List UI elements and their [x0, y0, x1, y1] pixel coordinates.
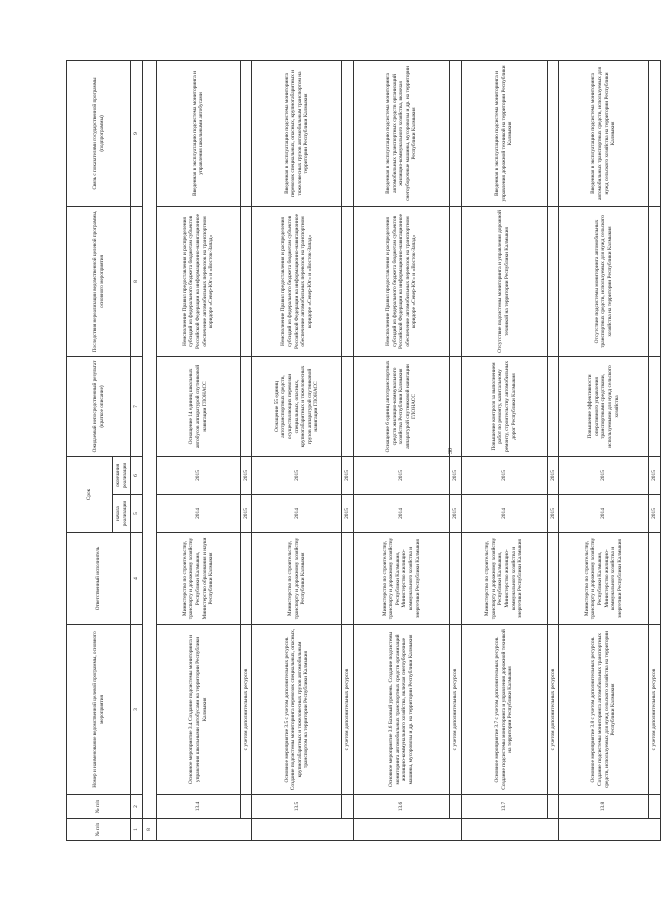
row-indicator-link: Введенная в эксплуатацию подсистема мониторинга автомобильных транспортных средств организаций жилищно-коммунального хозяйства, включая снегоуборочные машины, мусоровозы и др. на территории Республики Калмыкия [353, 60, 449, 206]
row-end-year: 2015 [252, 456, 342, 494]
row-expected-result: Оснащение 14 единиц школьных автобусов аппаратурой спутниковой навигации ГЛОНАСС [156, 356, 240, 456]
subrow-label: с учетом дополнительных ресурсов [342, 625, 354, 795]
header-col8: Последствия нереализации ведомственной целевой программы, основного мероприятия [67, 206, 131, 356]
row-consequence: Отсутствие подсистемы мониторинга автомобильных транспортных средств, используемых для нужд сельского хозяйства на территории Республики Калмыкия [559, 206, 649, 356]
table-subrow [342, 60, 354, 840]
header-term: Срок [67, 456, 113, 532]
colnum-4: 4 [131, 533, 143, 625]
table-subrow [649, 60, 661, 840]
subrow-start-year: 2015 [449, 495, 461, 533]
colnum-9: 9 [131, 60, 143, 206]
row-indicator-link: Введенная в эксплуатацию подсистема мониторинга автомобильных транспортных средств, используемых для нужд сельского хозяйства на территории Республики Калмыкия [559, 60, 649, 206]
row-consequence: Неисполнение Правил предоставления и распределения субсидий из федерального бюджета бюджетам субъектов Российской Федерации на информационно-навигационное обеспечение автомобильных перевозок на транспортном коридоре «Север-Юг» и «Восток-Запад» [353, 206, 449, 356]
row-number: 13.7 [461, 795, 547, 819]
row-executor: Министерство по строительству, транспорту и дорожному хозяйству Республики Калмыкия, Министерство образования и науки Республики Калмыкия [156, 533, 240, 625]
row-expected-result: Повышение контроля за выполнением работ по ремонту, капитальному ремонту, строительству автомобильных дорог Республики Калмыкия [461, 356, 547, 456]
row-executor: Министерство по строительству, транспорту и дорожному хозяйству Республики Калмыкия, Министерство жилищно-коммунального хозяйства и энергетики Республики Калмыкия [559, 533, 649, 625]
row-blank [252, 819, 354, 841]
program-measures-table [66, 60, 661, 841]
row-blank [156, 819, 252, 841]
table-row [461, 60, 547, 840]
row-number: 13.6 [353, 795, 449, 819]
row-executor: Министерство по строительству, транспорту и дорожному хозяйству Республики Калмыкия, Министерство жилищно-коммунального хозяйства и энергетики Республики Калмыкия [353, 533, 449, 625]
table-subrow [240, 60, 252, 840]
row-expected-result: Оснащение 6 единиц автотранспортных средств жилищно-коммунального хозяйства Республики Калмыкия аппаратурой спутниковой навигации ГЛОНАСС [353, 356, 449, 456]
row-end-year: 2015 [353, 456, 449, 494]
row-blank [559, 819, 661, 841]
subrow-end-year: 2015 [649, 456, 661, 494]
row-indicator-link: Введенная в эксплуатацию подсистема мониторинга и управления школьными автобусами [156, 60, 240, 206]
colnum-1: 1 [131, 819, 143, 841]
row-start-year: 2014 [252, 495, 342, 533]
row-number: 13.4 [156, 795, 240, 819]
header-col3: Номер и наименование ведомственной целевой программы, основного мероприятия [67, 625, 131, 795]
row-start-year: 2014 [353, 495, 449, 533]
row-consequence: Отсутствие подсистемы мониторинга и управления дорожной техникой на территории Республики Калмыкия [461, 206, 547, 356]
row-start-year: 2014 [156, 495, 240, 533]
row-expected-result: Оснащение 55 единиц автотранспортных средств, осуществляющих перевозки специальных, опасных, крупногабаритных и тяжеловесных грузов аппаратурой спутниковой навигации ГЛОНАСС [252, 356, 342, 456]
row-start-year: 2014 [559, 495, 649, 533]
subrow-start-year: 2015 [547, 495, 559, 533]
section-label [142, 60, 156, 818]
table-row [559, 60, 649, 840]
row-measure-name: Основное мероприятие 3.4 Создание подсистемы мониторинга и управления школьными автобусами на территории Республики Калмыкия [156, 625, 240, 795]
table-row [156, 60, 240, 840]
subrow-start-year: 2015 [240, 495, 252, 533]
header-col7: Ожидаемый непосредственный результат (краткое описание) [67, 356, 131, 456]
row-consequence: Неисполнение Правил предоставления и распределения субсидий из федерального бюджета бюджетам субъектов Российской Федерации на информационно-навигационное обеспечение автомобильных перевозок на транспортном коридоре «Север-Юг» и «Восток-Запад» [156, 206, 240, 356]
row-blank [353, 819, 461, 841]
colnum-8: 8 [131, 206, 143, 356]
row-executor: Министерство по строительству, транспорту и дорожному хозяйству Республики Калмыкия [252, 533, 342, 625]
rotated-table-wrapper [66, 61, 658, 841]
row-measure-name: Основное мероприятие 3.5 с учетом дополнительных ресурсов. Создание подсистемы мониторинга перевозок специальных, опасных, крупногабаритных и тяжеловесных грузов автомобильным транспортом на территории Республики Калмыкия [252, 625, 342, 795]
header-col9: Связь с показателями государственной программы (подпрограммы) [67, 60, 131, 206]
header-row [67, 60, 113, 840]
row-executor: Министерство по строительству, транспорту и дорожному хозяйству Республики Калмыкия, Министерство жилищно-коммунального хозяйства и энергетики Республики Калмыкия [461, 533, 547, 625]
subrow-end-year: 2015 [342, 456, 354, 494]
row-measure-name: Основное мероприятие 3.7 с учетом дополнительных ресурсов. Создание подсистемы мониторинга и управления дорожной техникой на территории Республики Калмыкия [461, 625, 547, 795]
row-consequence: Неисполнение Правил предоставления и распределения субсидий из федерального бюджета бюджетам субъектов Российской Федерации на информационно-навигационное обеспечение автомобильных перевозок на транспортном коридоре «Север-Юг» и «Восток-Запад» [252, 206, 342, 356]
header-col2: № п/п [67, 795, 131, 819]
subrow-end-year: 2015 [449, 456, 461, 494]
row-start-year: 2014 [461, 495, 547, 533]
colnum-7: 7 [131, 356, 143, 456]
colnum-5: 5 [131, 495, 143, 533]
row-blank [461, 819, 559, 841]
row-measure-name: Основное мероприятие 3.8 с учетом дополнительных ресурсов. Создание подсистемы мониторинга автомобильных транспортных средств, используемых для нужд сельского хозяйства на территории Республики Калмыкия [559, 625, 649, 795]
row-end-year: 2015 [461, 456, 547, 494]
row-end-year: 2015 [559, 456, 649, 494]
row-expected-result: Повышение эффективности оперативного управления транспортными средствами, используемыми для нужд сельского хозяйства [559, 356, 649, 456]
subrow-start-year: 2015 [342, 495, 354, 533]
subrow-label: с учетом дополнительных ресурсов [547, 625, 559, 795]
row-number: 13.8 [559, 795, 649, 819]
row-indicator-link: Введенная в эксплуатацию подсистема мониторинга и управления дорожной техникой на территории Республики Калмыкия [461, 60, 547, 206]
subrow-label: с учетом дополнительных ресурсов [649, 625, 661, 795]
header-col5: начала реализации [113, 495, 131, 533]
row-end-year: 2015 [156, 456, 240, 494]
colnum-2: 2 [131, 795, 143, 819]
row-measure-name: Основное мероприятие 3.6 Базовый уровень. Создание подсистемы мониторинга автомобильных транспортных средств организаций жилищно-коммунального хозяйства, включая снегоуборочные машины, мусоровозы и др. на территории Республики Калмыкия [353, 625, 449, 795]
colnum-6: 6 [131, 456, 143, 494]
row-indicator-link: Введенная в эксплуатацию подсистема мониторинга перевозок специальных, опасных, крупногабаритных и тяжеловесных грузов автомобильным транспортом на территории Республики Калмыкия [252, 60, 342, 206]
table-row [353, 60, 449, 840]
header-col1: № п/п [67, 819, 131, 841]
row-number: 13.5 [252, 795, 342, 819]
subrow-end-year: 2015 [240, 456, 252, 494]
subrow-end-year: 2015 [547, 456, 559, 494]
subrow-label: с учетом дополнительных ресурсов [240, 625, 252, 795]
subrow-start-year: 2015 [649, 495, 661, 533]
header-col6: окончания реализации [113, 456, 131, 494]
colnum-3: 3 [131, 625, 143, 795]
table-subrow [547, 60, 559, 840]
subrow-label: с учетом дополнительных ресурсов [449, 625, 461, 795]
page-number: 30 [448, 448, 454, 454]
column-number-row [131, 60, 143, 840]
section-row [142, 60, 156, 840]
section-index: 8 [142, 819, 156, 841]
table-row [252, 60, 342, 840]
header-col4: Ответственный исполнитель [67, 533, 131, 625]
